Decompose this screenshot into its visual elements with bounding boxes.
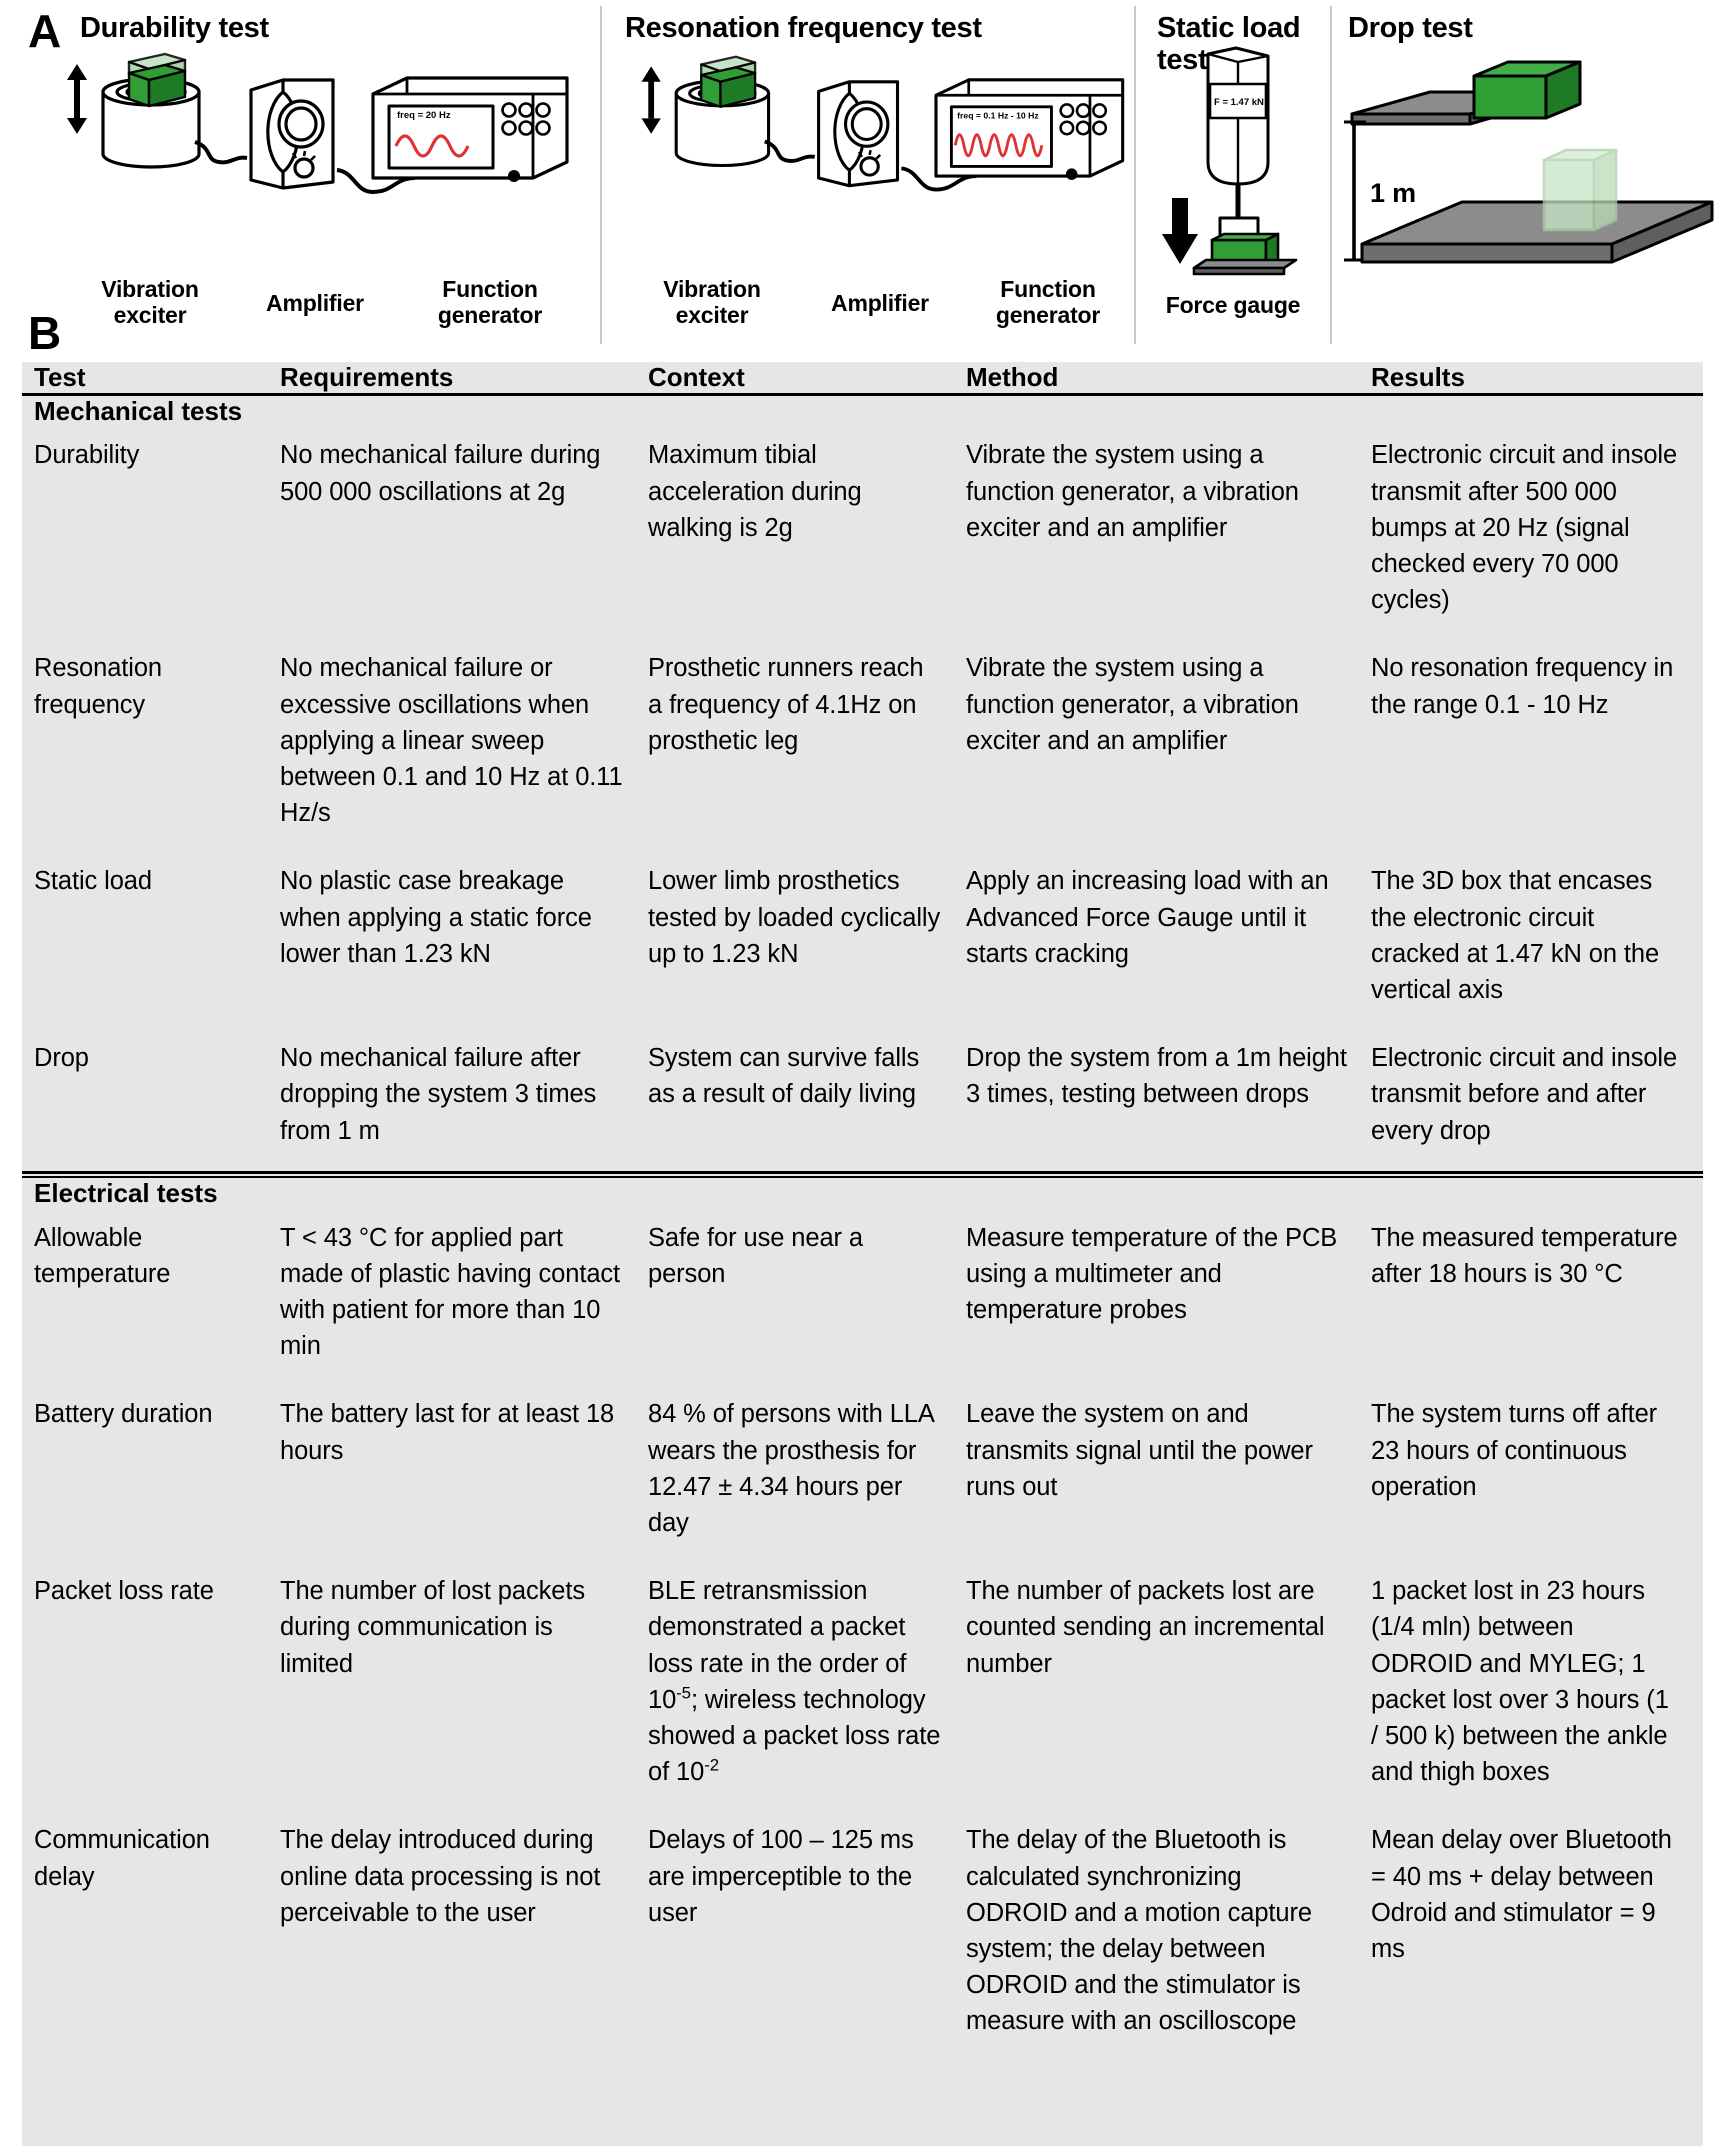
table-header [22,362,1703,395]
column-header-context: Context [648,362,966,395]
table-row [22,853,1703,1030]
device-box-ghost-icon [1544,150,1616,230]
device-box-icon [129,54,185,106]
column-header-requirements: Requirements [280,362,648,395]
cell-test: Packet loss rate [34,1577,214,1606]
panel-a-letter: A [28,5,61,57]
static-load-test-diagram [1146,42,1331,272]
cable-exciter-amplifier [765,141,815,161]
cell-context: BLE retransmission demonstrated a packet loss rate in the order of $10^{-5}$; wireless technology showed a packet loss rate of $10^{-2}$ [648,1577,941,1787]
function-generator-icon [373,78,567,182]
cell-method: Vibrate the system using a function generator, a vibration exciter and an amplifier [966,654,1299,755]
resonation-function-generator-label: Function generator [995,276,1101,329]
cell-requirements: No mechanical failure or excessive oscillations when applying a linear sweep between 0.1 and 10 Hz at 0.11 Hz/s [280,654,623,828]
column-header-method: Method [966,362,1371,395]
cell-test: Battery duration [34,1400,213,1429]
cell-requirements: No plastic case breakage when applying a static force lower than 1.23 kN [280,867,592,968]
cell-context: Safe for use near a person [648,1223,863,1288]
static-load-screen-text: F = 1.47 kN [1214,97,1264,108]
drop-height-label: 1 m [1370,178,1416,208]
cell-requirements: No mechanical failure after dropping the system 3 times from 1 m [280,1044,597,1145]
vibration-arrow-icon [642,66,661,133]
cable-exciter-amplifier [195,142,247,162]
drop-test-diagram [1344,48,1724,278]
cell-context: Lower limb prosthetics tested by loaded cyclically up to 1.23 kN [648,867,941,968]
cell-results: 1 packet lost in 23 hours (1/4 mln) between ODROID and MYLEG; 1 packet lost over 3 hours (1 / 500 k) between the ankle and thigh boxes [1371,1577,1669,1787]
cell-test: Static load [34,867,152,896]
cell-test: Communication delay [34,1826,210,1891]
cell-results: The system turns off after 23 hours of continuous operation [1371,1400,1658,1501]
cell-context: 84 % of persons with LLA wears the prosthesis for 12.47 ± 4.34 hours per day [648,1400,934,1537]
cell-method: Vibrate the system using a function generator, a vibration exciter and an amplifier [966,441,1299,542]
cell-requirements: T < 43 °C for applied part made of plastic having contact with patient for more than 10 min [280,1223,621,1361]
cell-results: Electronic circuit and insole transmit after 500 000 bumps at 20 Hz (signal checked every 70 000 cycles) [1371,441,1678,615]
cell-method: Leave the system on and transmits signal until the power runs out [966,1400,1313,1501]
durability-screen-text: freq = 20 Hz [397,110,451,121]
cell-context: Prosthetic runners reach a frequency of 4.1Hz on prosthetic leg [648,654,924,755]
panel-b-letter: B [28,307,61,359]
panel-divider-1 [600,6,602,344]
cell-requirements: The number of lost packets during communication is limited [280,1577,585,1678]
table-header-row [22,362,1703,395]
column-header-test: Test [22,362,280,395]
section-header-mechanical [22,395,1703,428]
cell-requirements: No mechanical failure during 500 000 oscillations at 2g [280,441,601,506]
durability-test-title: Durability test [80,12,269,44]
drop-height-line-icon [1344,122,1366,260]
section-title-mechanical: Mechanical tests [34,396,243,427]
drop-test-title: Drop test [1348,12,1473,44]
device-box-top-icon [1474,62,1580,118]
section-title-electrical: Electrical tests [34,1178,218,1209]
vibration-arrow-icon [67,64,87,134]
resonation-screen-text: freq = 0.1 Hz - 10 Hz [957,110,1039,121]
table-row [22,1210,1703,1387]
force-gauge-body-icon [1208,48,1268,184]
table-body [22,395,1703,2062]
cell-method: Apply an increasing load with an Advanced Force Gauge until it starts cracking [966,867,1329,968]
durability-function-generator-label: Function generator [437,276,543,329]
cell-test: Durability [34,441,140,470]
cell-results: Electronic circuit and insole transmit before and after every drop [1371,1044,1678,1145]
amplifier-icon [251,80,333,188]
cell-context: Delays of 100 – 125 ms are imperceptible to the user [648,1826,914,1927]
function-generator-icon [936,80,1123,180]
amplifier-icon [819,82,898,186]
panel-b-test-specification-table [22,362,1703,2146]
cell-requirements: The delay introduced during online data processing is not perceivable to the user [280,1826,601,1927]
section-header-electrical [22,1177,1703,1209]
table-row [22,1386,1703,1563]
lower-platform-icon [1362,202,1712,262]
cell-test: Allowable temperature [34,1223,171,1288]
cell-method: The number of packets lost are counted sending an incremental number [966,1577,1325,1678]
durability-test-diagram [55,52,585,202]
durability-vibration-exciter-label: Vibration exciter [101,276,199,329]
durability-amplifier-label: Amplifier [266,290,364,316]
table-row [22,1563,1703,1812]
cell-results: Mean delay over Bluetooth = 40 ms + delay between Odroid and stimulator = 9 ms [1371,1826,1672,1963]
load-direction-arrow-icon [1162,198,1198,264]
cell-requirements: The battery last for at least 18 hours [280,1400,615,1465]
test-specification-table [22,362,1703,2062]
table-row [22,1812,1703,2061]
table-row [22,1030,1703,1172]
force-gauge-label: Force gauge [1165,292,1301,318]
cell-test: Resonation frequency [34,654,163,719]
cell-test: Drop [34,1044,89,1073]
device-box-icon [701,57,755,107]
cell-method: The delay of the Bluetooth is calculated synchronizing ODROID and a motion capture system; the delay between ODROID and the stimulator is measure with an oscilloscope [966,1826,1312,2036]
cell-results: No resonation frequency in the range 0.1 - 10 Hz [1371,654,1674,719]
column-header-results: Results [1371,362,1703,395]
resonation-amplifier-label: Amplifier [831,290,929,316]
resonation-test-diagram [630,52,1140,202]
cell-context: Maximum tibial acceleration during walking is 2g [648,441,862,542]
table-row [22,640,1703,853]
cell-method: Measure temperature of the PCB using a multimeter and temperature probes [966,1223,1338,1324]
panel-a-test-setups [0,0,1725,352]
resonation-vibration-exciter-label: Vibration exciter [663,276,761,329]
cell-results: The 3D box that encases the electronic circuit cracked at 1.47 kN on the vertical axis [1371,867,1660,1005]
cell-context: System can survive falls as a result of daily living [648,1044,920,1109]
static-load-test-title: Static load test [1157,12,1301,77]
cell-results: The measured temperature after 18 hours is 30 °C [1371,1223,1678,1288]
cell-method: Drop the system from a 1m height 3 times, testing between drops [966,1044,1347,1109]
table-row [22,427,1703,640]
resonation-frequency-test-title: Resonation frequency test [625,12,982,44]
base-plate-icon [1194,260,1296,274]
